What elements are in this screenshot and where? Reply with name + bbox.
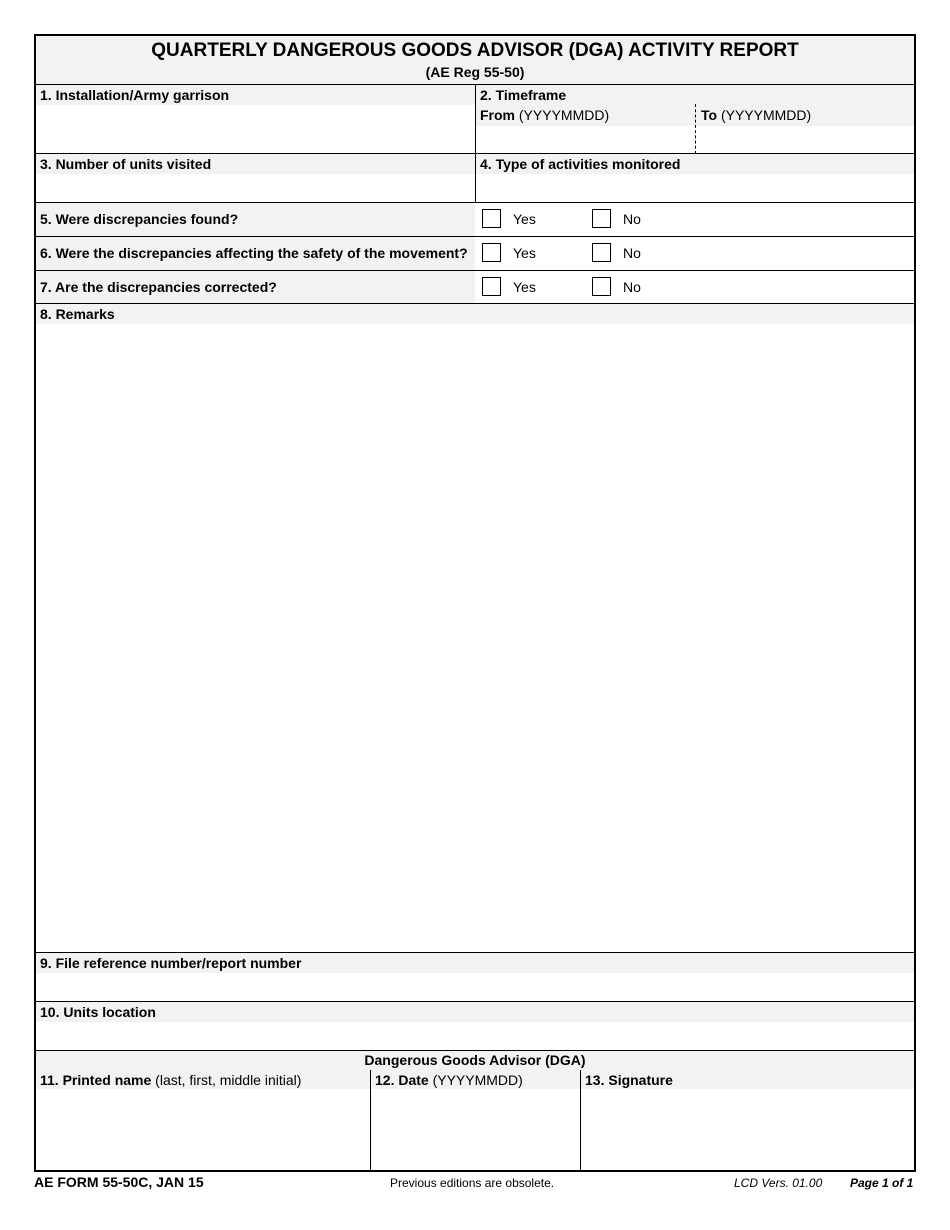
obsolete-note: Previous editions are obsolete. [390, 1176, 555, 1190]
to-format: (YYYYMMDD) [720, 107, 812, 123]
from-format: (YYYYMMDD) [518, 107, 610, 123]
printed-name-field[interactable] [36, 1090, 370, 1170]
q7-yes-checkbox[interactable] [482, 277, 501, 296]
form-number: AE FORM 55-50C, JAN 15 [34, 1174, 204, 1190]
installation-field[interactable] [36, 105, 475, 153]
q7-no-label: No [623, 279, 641, 295]
page-number: Page 1 of 1 [850, 1176, 914, 1190]
q6-yes-checkbox[interactable] [482, 243, 501, 262]
q6-no-checkbox[interactable] [592, 243, 611, 262]
to-label: To [701, 107, 718, 123]
remarks-field[interactable] [36, 324, 914, 952]
form-frame [34, 34, 916, 1172]
form-title: QUARTERLY DANGEROUS GOODS ADVISOR (DGA) ACTIVITY REPORT [151, 40, 799, 61]
q5-no-label: No [623, 211, 641, 227]
q7-yes-label: Yes [513, 279, 536, 295]
date-field[interactable] [371, 1090, 580, 1170]
from-label: From [480, 107, 515, 123]
dga-heading: Dangerous Goods Advisor (DGA) [364, 1052, 586, 1068]
signature-field[interactable] [581, 1090, 914, 1170]
printed-name-hint: (last, first, middle initial) [155, 1072, 302, 1088]
file-reference-label: 9. File reference number/report number [36, 953, 914, 973]
q5-no-checkbox[interactable] [592, 209, 611, 228]
activities-field[interactable] [476, 174, 914, 202]
timeframe-label: 2. Timeframe [476, 85, 914, 105]
to-header [697, 105, 914, 126]
version-label: LCD Vers. 01.00 [734, 1176, 823, 1190]
timeframe-to-field[interactable] [697, 126, 914, 153]
q5-label: 5. Were discrepancies found? [36, 203, 475, 236]
form-subtitle: (AE Reg 55-50) [425, 64, 525, 80]
q5-yes-checkbox[interactable] [482, 209, 501, 228]
q6-no-label: No [623, 245, 641, 261]
q7-label: 7. Are the discrepancies corrected? [36, 271, 475, 303]
units-visited-label: 3. Number of units visited [36, 154, 475, 174]
timeframe-from-field[interactable] [476, 126, 695, 153]
timeframe-divider [695, 104, 696, 154]
date-title: 12. Date [375, 1072, 429, 1088]
q5-yes-label: Yes [513, 211, 536, 227]
file-reference-field[interactable] [36, 973, 914, 1001]
q7-no-checkbox[interactable] [592, 277, 611, 296]
date-label [371, 1070, 580, 1090]
date-hint: (YYYYMMDD) [432, 1072, 523, 1088]
units-location-field[interactable] [36, 1022, 914, 1050]
activities-label: 4. Type of activities monitored [476, 154, 914, 174]
printed-name-label [36, 1070, 370, 1090]
q6-label: 6. Were the discrepancies affecting the safety of the movement? [36, 237, 475, 270]
q6-yes-label: Yes [513, 245, 536, 261]
units-location-label: 10. Units location [36, 1002, 914, 1022]
installation-label: 1. Installation/Army garrison [36, 85, 475, 105]
printed-name-title: 11. Printed name [40, 1072, 152, 1088]
units-visited-field[interactable] [36, 174, 475, 202]
remarks-label: 8. Remarks [36, 304, 914, 324]
signature-label: 13. Signature [585, 1072, 673, 1088]
